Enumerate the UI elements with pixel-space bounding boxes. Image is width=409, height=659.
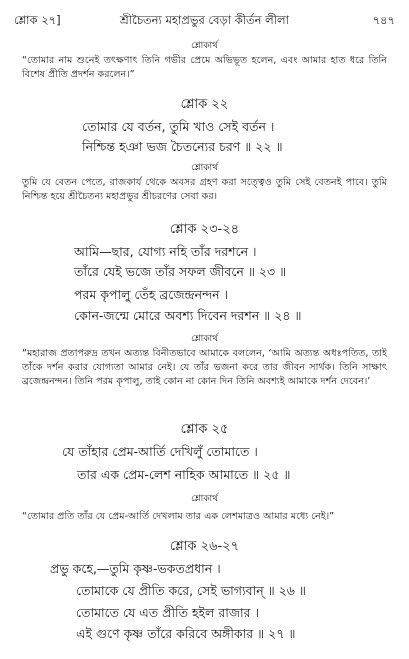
verse-line: তাঁরে যেই ভজে তাঁর সফল জীবনে ॥ ২৩ ॥: [74, 264, 287, 279]
page-header: [14, 12, 395, 30]
header-verse-ref: শ্লোক ২৭]: [14, 13, 61, 27]
verse-line: নিশ্চিন্ত হঞা ভজ চৈতন্যের চরণ ॥ ২২ ॥: [82, 139, 283, 154]
header-title: শ্রীচৈতন্য মহাপ্রভুর বেড়া কীর্তন লীলা: [120, 13, 289, 27]
verse-line: তোমার যে বর্তন, তুমি খাও সেই বর্তন ।: [82, 119, 275, 134]
translation-label: শ্লোকার্থ: [191, 41, 218, 51]
verse-line: যে তাঁহার প্রেম-আর্তি দেখিলুঁ তোমাতে ।: [62, 444, 258, 459]
translation-text: “তোমার নাম শুনেই তৎক্ষণাৎ তিনি গভীর প্রেমে অভিভূত হলেন, এবং আমার হাত ধরে তিনি বিশেষ প্রীতি প্রদর্শন করলেন।”: [22, 55, 387, 80]
verse-number: শ্লোক ২৫: [180, 422, 229, 437]
verse-number: শ্লোক ২২: [180, 97, 229, 112]
verse-line: প্রভু কহে,—তুমি কৃষ্ণ-ভকতপ্রধান ।: [50, 561, 221, 576]
translation-label: শ্লোকার্থ: [191, 163, 218, 173]
translation-label: শ্লোকার্থ: [191, 334, 218, 344]
translation-text: “তোমার প্রতি তাঁর যে প্রেম-আর্তি দেখলাম তার এক লেশমাত্রও আমার মধ্যে নেই।”: [22, 511, 335, 522]
verse-number: শ্লোক ২৩-২৪: [169, 222, 240, 237]
page-number: ৭৪৭: [372, 13, 395, 27]
verse-line: আমি—ছার, যোগ্য নহি তাঁর দরশনে ।: [74, 244, 257, 259]
verse-line: পরম কৃপালু তেঁহ ব্রজেন্দ্রনন্দন ।: [74, 287, 229, 302]
verse-line: তোমাতে যে এত প্রীতি হইল রাজার ।: [76, 605, 259, 620]
translation-text: তুমি যে বেতন পেতে, রাজকার্য থেকে অবসর গ্রহণ করা সত্ত্বেও তুমি সেই বেতনই পাবে। তুমি নিশ্চিন্ত হয়ে শ্রীচৈতন্য মহাপ্রভুর শ্রীচরণের সেবা কর।: [22, 177, 387, 202]
verse-number: শ্লোক ২৬-২৭: [169, 539, 240, 554]
verse-line: তার এক প্রেম-লেশ নাহিক আমাতে ॥ ২৫ ॥: [77, 467, 291, 482]
verse-line: কোন-জন্মে মোরে অবশ্য দিবেন দরশন ॥ ২৪ ॥: [74, 308, 302, 323]
verse-line: তোমাকে যে প্রীতি করে, সেই ভাগ্যবান্ ॥ ২৬ ॥: [76, 583, 306, 598]
translation-text: “মহারাজ প্রতাপরুদ্র তখন অত্যন্ত বিনীতভাবে আমাকে বললেন, ‘আমি অত্যন্ত অধঃপতিত, তাই তাঁকে দর্শন করার যোগ্যতা আমার নেই। যে তাঁর ভজনা করে তার জীবন সার্থক। তিনি সাক্ষাৎ ব্রজেন্দ্রনন্দন। তিনি পরম কৃপালু, তাই কোন না কোন দিন তিনি অবশ্যই আমাকে দর্শন দেবেন।’: [22, 348, 387, 387]
verse-line: এই গুণে কৃষ্ণ তাঁরে করিবে অঙ্গীকার ॥ ২৭ ॥: [76, 626, 296, 641]
translation-label: শ্লোকার্থ: [191, 494, 218, 504]
